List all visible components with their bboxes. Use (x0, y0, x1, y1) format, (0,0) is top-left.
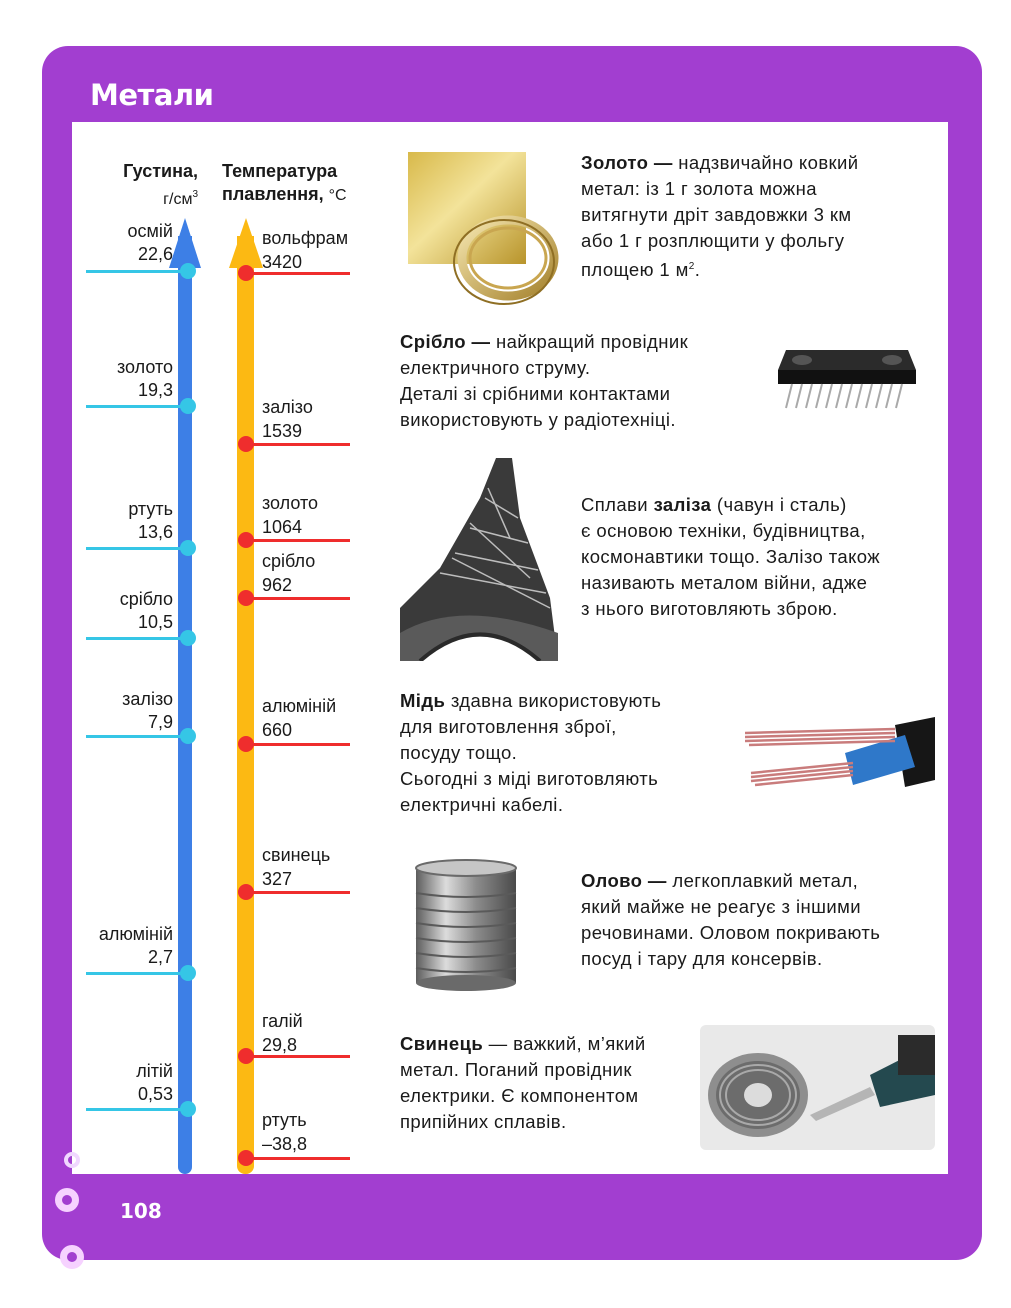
copper-line: здавна використовують (450, 690, 662, 711)
tin-line: який майже не реагує з іншими (581, 896, 861, 917)
silver-line: електричного струму. (400, 357, 591, 378)
density-value: 0,53 (137, 1084, 173, 1104)
density-value: 22,6 (137, 244, 173, 264)
melting-value: 660 (262, 720, 293, 740)
solder-iron-image (700, 1025, 935, 1150)
iron-line: називають металом війни, адже (581, 572, 868, 593)
gold-line: площею 1 м (581, 259, 689, 281)
melting-value: 1539 (262, 421, 303, 441)
copper-line: електричні кабелі. (400, 794, 564, 815)
gold-text (581, 150, 859, 283)
melting-header-unit: °C (328, 187, 347, 204)
density-name: осмій (127, 221, 173, 241)
lead-line: електрики. Є компонентом (400, 1085, 639, 1106)
density-header-unit: г/см (163, 191, 193, 208)
iron-line: є основою техніки, будівництва, (581, 520, 866, 541)
iron-bold: заліза (653, 494, 712, 515)
density-header (100, 160, 198, 211)
melting-name: алюміній (262, 696, 337, 716)
page-title: Метали (90, 78, 214, 112)
melting-name: вольфрам (262, 228, 349, 248)
iron-line: з нього виготовляють зброю. (581, 598, 838, 619)
gold-line: метал: із 1 г золота можна (581, 178, 817, 199)
melting-name: ртуть (262, 1110, 307, 1130)
gold-end: . (694, 259, 701, 281)
density-value: 10,5 (137, 612, 173, 632)
tin-line: посуд і тару для консервів. (581, 948, 823, 969)
melting-name: залізо (262, 397, 313, 417)
melting-value: 29,8 (262, 1035, 298, 1055)
gold-line: або 1 г розплющити у фольгу (581, 230, 845, 251)
tin-line: легкоплавкий метал, (672, 870, 859, 891)
density-header-unit-sup: 3 (192, 189, 198, 200)
density-axis (178, 236, 192, 1174)
density-axis-arrow-icon (169, 218, 201, 268)
gold-bold: Золото — (581, 152, 673, 173)
iron-line: космонавтики тощо. Залізо також (581, 546, 881, 567)
density-value: 19,3 (137, 380, 173, 400)
tin-line: речовинами. Оловом покривають (581, 922, 881, 943)
copper-bold: Мідь (400, 690, 446, 711)
melting-name: срібло (262, 551, 316, 571)
silver-line: Деталі зі срібними контактами (400, 383, 671, 404)
melting-value: 3420 (262, 252, 303, 272)
melting-value: 1064 (262, 517, 303, 537)
copper-line: для виготовлення зброї, (400, 716, 617, 737)
gold-sup: 2 (688, 261, 695, 272)
melting-axis (237, 236, 254, 1174)
page-number: 108 (120, 1199, 162, 1223)
silver-line: найкращий провідник (495, 331, 689, 352)
melting-name: свинець (262, 845, 331, 865)
silver-bold: Срібло — (400, 331, 491, 352)
melting-axis-arrow-icon (229, 218, 263, 268)
lead-line: метал. Поганий провідник (400, 1059, 632, 1080)
ring-icon (64, 1152, 80, 1168)
density-name: срібло (119, 589, 173, 609)
copper-cable-image (745, 705, 935, 800)
chip-image (772, 340, 922, 418)
density-name: залізо (122, 689, 173, 709)
lead-text (400, 1031, 646, 1135)
copper-line: Сьогодні з міді виготовляють (400, 768, 659, 789)
density-value: 2,7 (147, 947, 173, 967)
iron-pre: Сплави (581, 494, 649, 515)
ring-icon (55, 1188, 79, 1212)
melting-header-line2: плавлення, (222, 184, 324, 204)
silver-text (400, 329, 688, 433)
tin-can-image (410, 858, 522, 993)
melting-name: золото (262, 493, 319, 513)
lead-line: — важкий, м’який (488, 1033, 646, 1054)
tin-bold: Олово — (581, 870, 667, 891)
iron-line: (чавун і сталь) (716, 494, 847, 515)
iron-text (581, 492, 880, 622)
eiffel-tower-image (400, 458, 558, 661)
density-name: золото (116, 357, 173, 377)
density-name: літій (136, 1061, 173, 1081)
density-name: ртуть (128, 499, 173, 519)
silver-line: використовують у радіотехніці. (400, 409, 676, 430)
gold-line: надзвичайно ковкий (678, 152, 859, 173)
copper-line: посуду тощо. (400, 742, 518, 763)
melting-name: галій (262, 1011, 303, 1031)
gold-foil-image (400, 148, 565, 316)
density-value: 7,9 (147, 712, 173, 732)
melting-value: 962 (262, 575, 293, 595)
density-name: алюміній (98, 924, 173, 944)
melting-header (222, 160, 347, 207)
density-header-label: Густина, (123, 161, 198, 181)
melting-value: –38,8 (262, 1134, 308, 1154)
lead-bold: Свинець (400, 1033, 484, 1054)
ring-icon (60, 1245, 84, 1269)
lead-line: припійних сплавів. (400, 1111, 567, 1132)
gold-line: витягнути дріт завдовжки 3 км (581, 204, 852, 225)
copper-text (400, 688, 661, 818)
melting-header-line1: Температура (222, 161, 338, 181)
melting-value: 327 (262, 869, 293, 889)
tin-text (581, 868, 880, 972)
density-value: 13,6 (137, 522, 173, 542)
